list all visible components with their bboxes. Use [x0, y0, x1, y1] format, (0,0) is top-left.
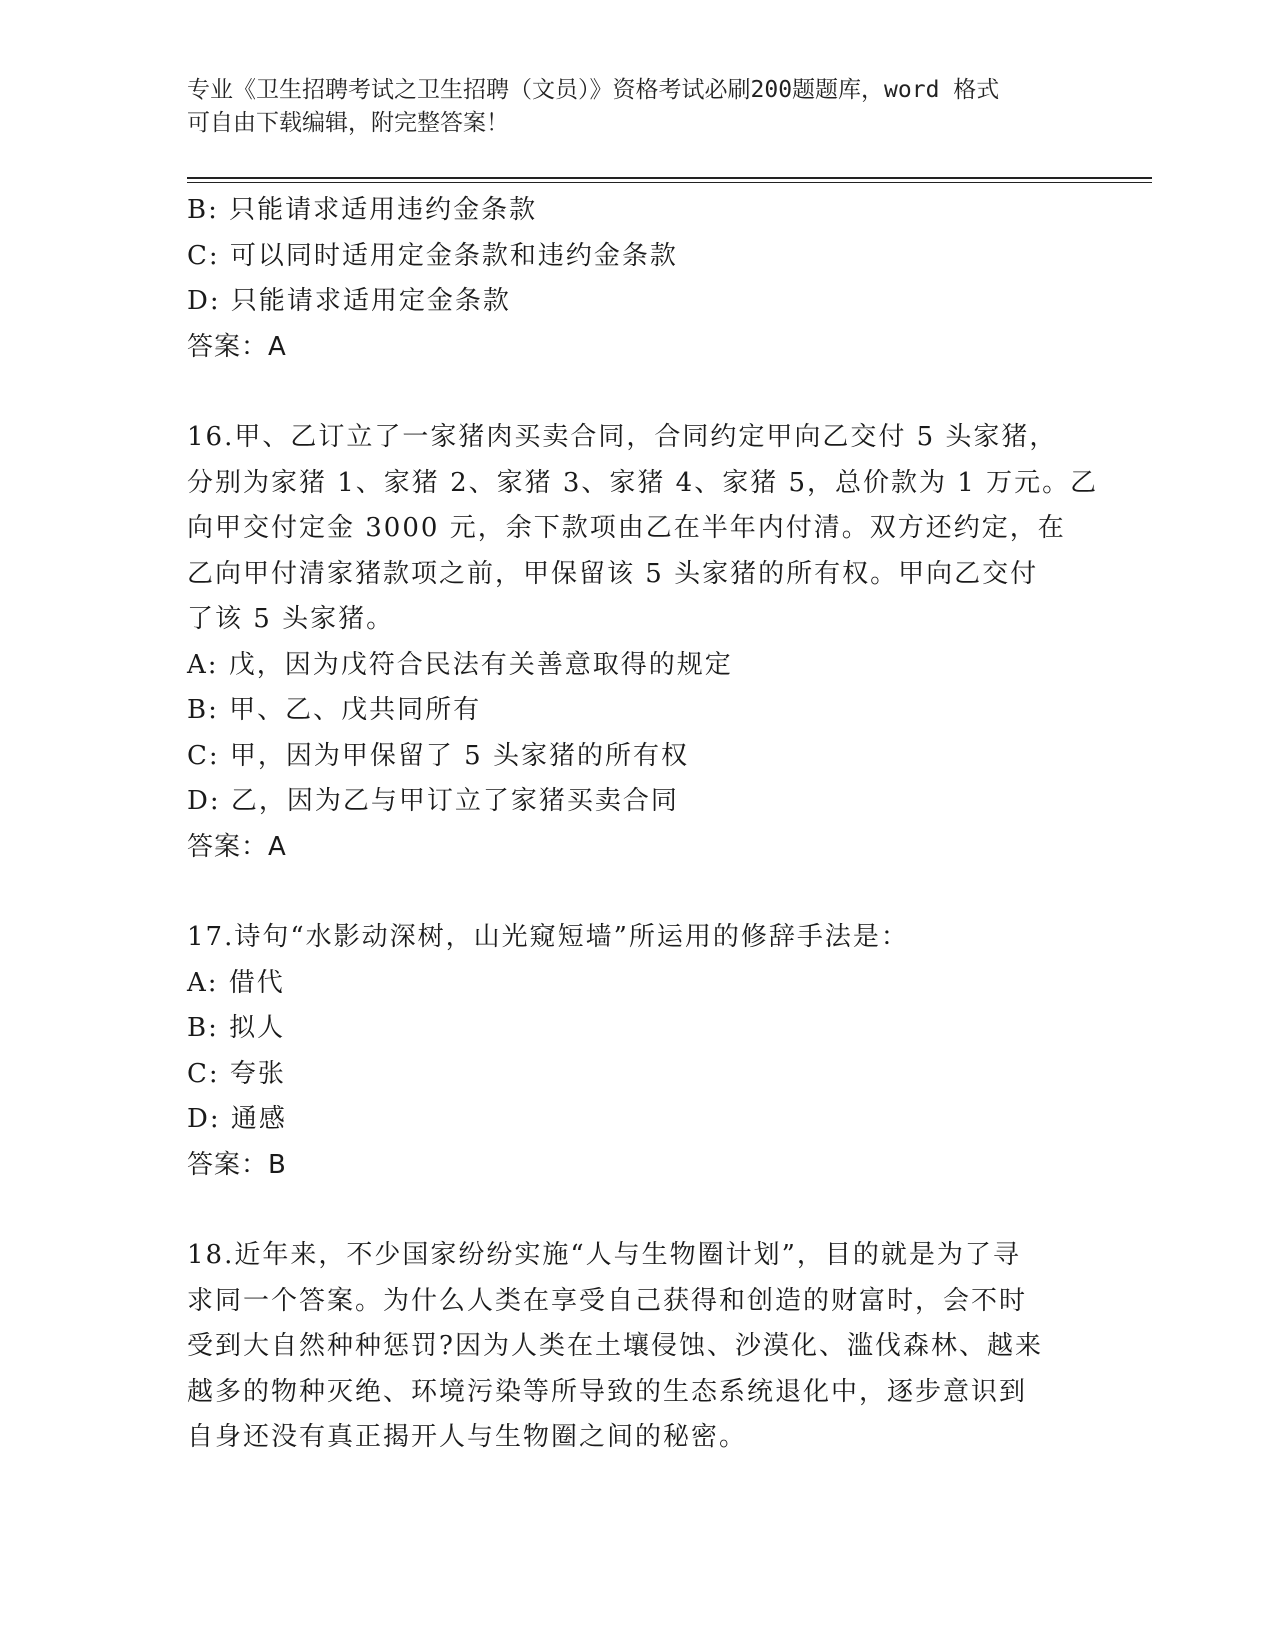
question-content [187, 188, 1099, 1461]
header-divider-thick [187, 177, 1152, 179]
option-a: A: 戊，因为戊符合民法有关善意取得的规定 [187, 649, 733, 680]
option-c: C: 可以同时适用定金条款和违约金条款 [187, 240, 678, 271]
spacer [187, 870, 1087, 915]
question-stem-line: 17.诗句“水影动深树，山光窥短墙”所运用的修辞手法是： [187, 922, 909, 952]
spacer [187, 370, 1087, 415]
answer-label: 答案：A [187, 331, 287, 362]
spacer [187, 1188, 1087, 1233]
answer-label: 答案：A [187, 831, 287, 862]
option-c: C: 甲，因为甲保留了 5 头家猪的所有权 [187, 740, 689, 771]
question-stem-line: 向甲交付定金 3000 元，余下款项由乙在半年内付清。双方还约定，在 [187, 513, 1066, 543]
option-b: B: 拟人 [187, 1013, 286, 1043]
question-17 [187, 915, 1087, 1188]
option-d: D: 通感 [187, 1104, 287, 1134]
option-d: D: 只能请求适用定金条款 [187, 286, 511, 316]
question-stem-line: 受到大自然种种惩罚?因为人类在土壤侵蚀、沙漠化、滥伐森林、越来 [187, 1331, 1043, 1361]
question-stem-line: 乙向甲付清家猪款项之前，甲保留该 5 头家猪的所有权。甲向乙交付 [187, 558, 1039, 589]
question-16 [187, 415, 1099, 870]
question-18 [187, 1233, 1087, 1461]
question-15-tail [187, 188, 1087, 370]
header-divider-thin [187, 182, 1152, 183]
option-b: B: 甲、乙、戊共同所有 [187, 695, 482, 725]
option-a: A: 借代 [187, 967, 285, 998]
question-stem-line: 分别为家猪 1、家猪 2、家猪 3、家猪 4、家猪 5，总价款为 1 万元。乙 [187, 467, 1099, 498]
question-stem-line: 18.近年来，不少国家纷纷实施“人与生物圈计划”，目的就是为了寻 [187, 1240, 1021, 1270]
question-stem-line: 越多的物种灭绝、环境污染等所导致的生态系统退化中，逐步意识到 [187, 1376, 1028, 1407]
answer-label: 答案：B [187, 1149, 287, 1180]
question-stem-line: 自身还没有真正揭开人与生物圈之间的秘密。 [187, 1422, 748, 1452]
option-b: B: 只能请求适用违约金条款 [187, 195, 538, 225]
question-stem-line: 求同一个答案。为什么人类在享受自己获得和创造的财富时，会不时 [187, 1285, 1028, 1316]
question-stem-line: 16.甲、乙订立了一家猪肉买卖合同，合同约定甲向乙交付 5 头家猪， [187, 422, 1058, 452]
option-d: D: 乙，因为乙与甲订立了家猪买卖合同 [187, 786, 679, 816]
question-stem-line: 了该 5 头家猪。 [187, 604, 395, 634]
header-title-line-1: 专业《卫生招聘考试之卫生招聘（文员）》资格考试必刷200题题库，word 格式 [187, 77, 1000, 103]
document-header [187, 74, 1087, 140]
header-title-line-2: 可自由下载编辑，附完整答案！ [187, 110, 509, 136]
option-c: C: 夸张 [187, 1058, 286, 1089]
